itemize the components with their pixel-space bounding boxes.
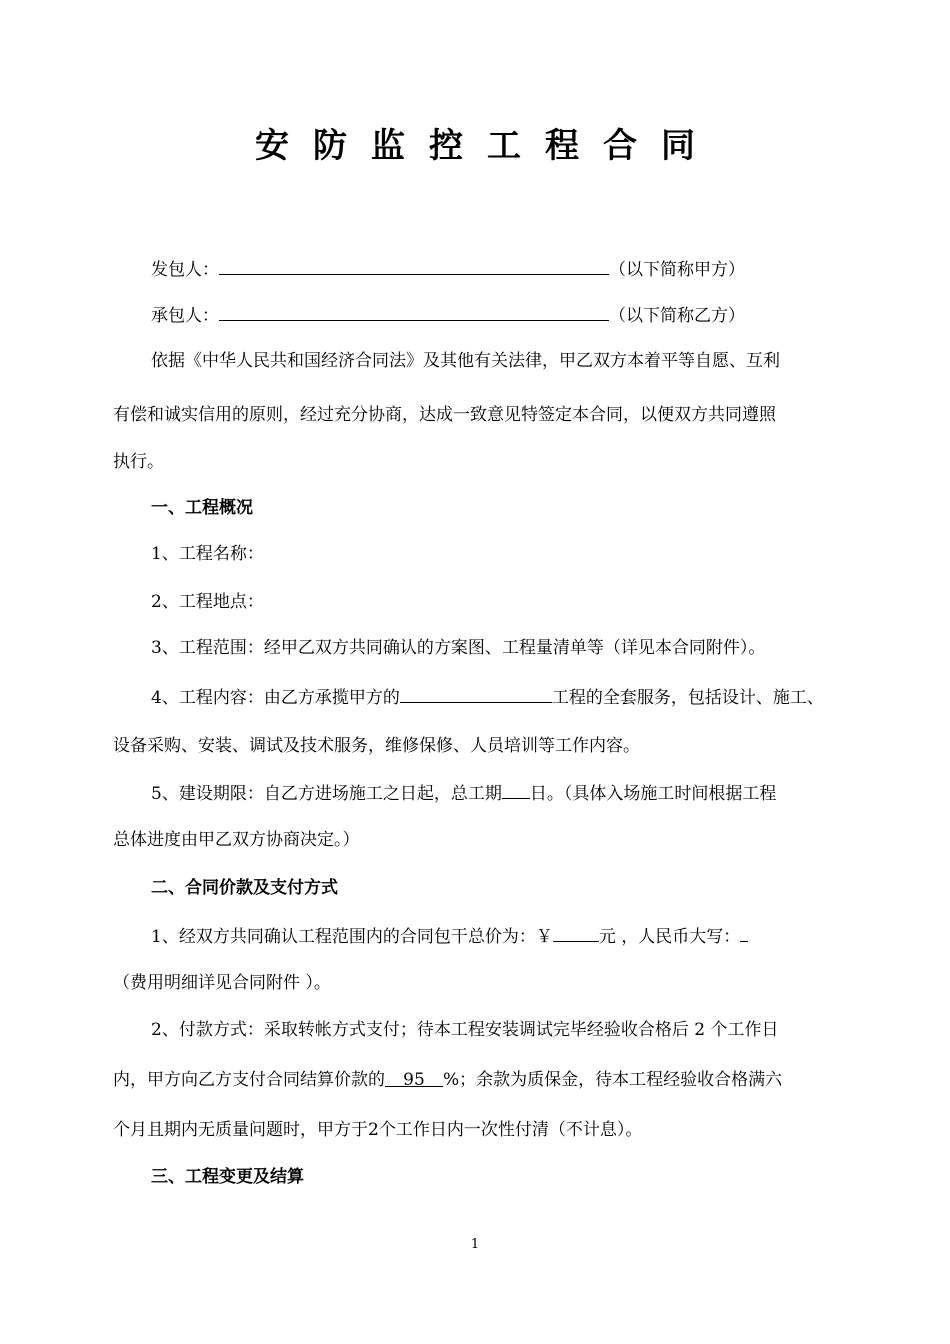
- payment-line-3: 个月且期内无质量问题时，甲方于2个工作日内一次性付清（不计息）。: [113, 1120, 643, 1140]
- payment-text: 内，甲方向乙方支付合同结算价款的: [113, 1070, 385, 1090]
- contract-price-text: 1、经双方共同确认工程范围内的合同包干总价为：￥: [151, 927, 553, 947]
- party-a-line: [151, 256, 891, 282]
- project-name-line: 1、工程名称：: [151, 544, 264, 564]
- construction-days-blank[interactable]: [502, 780, 530, 799]
- party-a-label: 发包人：: [151, 260, 219, 280]
- project-content-blank[interactable]: [400, 684, 552, 703]
- project-location-line: 2、工程地点：: [151, 592, 264, 612]
- preamble-line-2: 有偿和诚实信用的原则，经过充分协商，达成一致意见特签定本合同，以便双方共同遵照: [113, 405, 776, 425]
- construction-period-line-1: [151, 780, 891, 806]
- party-b-suffix: （以下简称乙方）: [609, 306, 745, 326]
- party-a-field[interactable]: [219, 256, 609, 275]
- section-1-heading: 一、工程概况: [151, 498, 253, 518]
- party-b-field[interactable]: [219, 302, 609, 321]
- preamble-line-3: 执行。: [113, 452, 164, 472]
- party-b-label: 承包人：: [151, 306, 219, 326]
- construction-period-text: 5、建设期限：自乙方进场施工之日起，总工期: [151, 784, 502, 804]
- contract-price-words-label: 元 ，人民币大写：: [598, 927, 741, 947]
- party-b-line: [151, 302, 891, 328]
- contract-price-line-2: （费用明细详见合同附件 ）。: [113, 973, 331, 993]
- payment-line-2: [113, 1068, 853, 1092]
- preamble-line-1: 依据《中华人民共和国经济合同法》及其他有关法律，甲乙双方本着平等自愿、互利: [151, 351, 780, 371]
- contract-price-words-blank[interactable]: [740, 923, 748, 942]
- project-content-text-cont: 工程的全套服务，包括设计、施工、: [551, 688, 824, 708]
- project-scope-line: 3、工程范围：经甲乙双方共同确认的方案图、工程量清单等（详见本合同附件）。: [151, 638, 766, 658]
- document-title: 安防监控工程合同: [255, 126, 719, 166]
- project-content-text: 4、工程内容：由乙方承揽甲方的: [151, 688, 400, 708]
- payment-text-cont: %；余款为质保金，待本工程经验收合格满六: [443, 1070, 783, 1090]
- section-3-heading: 三、工程变更及结算: [151, 1167, 304, 1187]
- construction-period-text-cont: 日。（具体入场施工时间根据工程: [529, 784, 777, 804]
- payment-line-1: 2、付款方式：采取转帐方式支付；待本工程安装调试完毕经验收合格后 2 个工作日: [151, 1020, 779, 1040]
- contract-price-line-1: [151, 923, 891, 949]
- construction-period-line-2: 总体进度由甲乙双方协商决定。）: [113, 830, 360, 850]
- party-a-suffix: （以下简称甲方）: [609, 260, 745, 280]
- payment-percent-field[interactable]: 95: [385, 1068, 443, 1087]
- project-content-line-2: 设备采购、安装、调试及技术服务，维修保修、人员培训等工作内容。: [113, 736, 640, 756]
- section-2-heading: 二、合同价款及支付方式: [151, 878, 338, 898]
- project-content-line-1: [151, 684, 891, 710]
- page-number: 1: [470, 1237, 480, 1252]
- contract-price-amount-blank[interactable]: [553, 923, 599, 942]
